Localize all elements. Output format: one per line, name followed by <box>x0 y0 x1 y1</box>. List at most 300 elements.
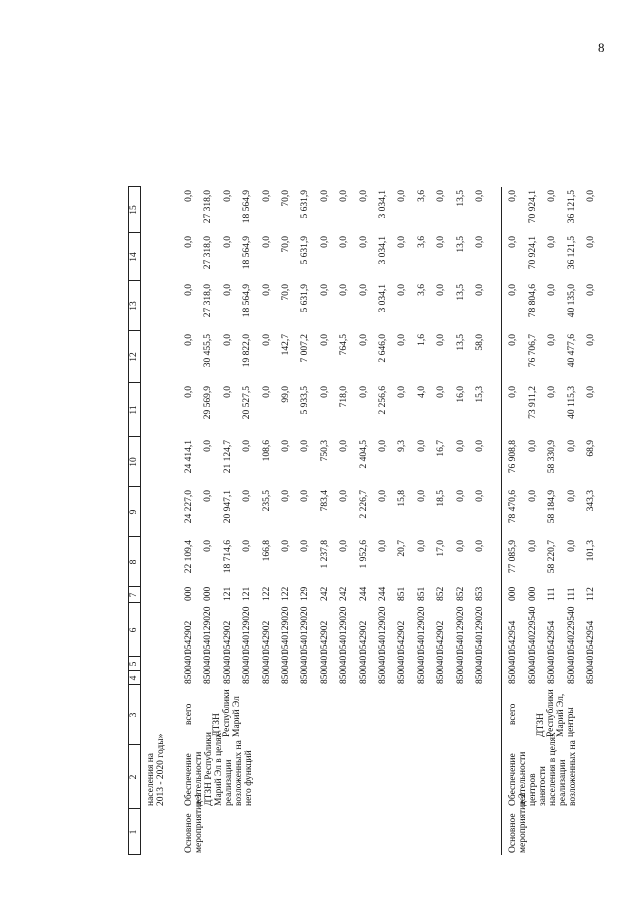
amount-cell: 0,0 <box>339 490 350 502</box>
amount-cell: 3 034,1 <box>378 236 388 265</box>
amount-cell: 0,0 <box>261 386 272 398</box>
amount-cell: 0,0 <box>281 440 291 452</box>
amount-cell: 108,6 <box>261 440 272 462</box>
amount-cell: 0,0 <box>319 236 330 248</box>
activity-description: возложенных на <box>568 740 579 806</box>
amount-cell: 58 330,9 <box>547 440 558 474</box>
amount-cell: 718,0 <box>339 386 350 408</box>
amount-cell: 21 124,7 <box>222 440 233 474</box>
amount-cell: 0,0 <box>222 236 233 248</box>
amount-cell: 0,0 <box>261 284 272 296</box>
budget-table <box>128 55 628 855</box>
amount-cell: 0,0 <box>397 284 408 296</box>
section-code: 0401 <box>416 651 427 670</box>
amount-cell: 3,6 <box>416 190 427 202</box>
target-article-code: 0542902 <box>397 620 408 654</box>
amount-cell: 0,0 <box>475 440 485 452</box>
amount-cell: 0,0 <box>222 190 233 202</box>
amount-cell: 13,5 <box>455 334 466 351</box>
continued-text: 2013 - 2020 годы» <box>156 733 166 806</box>
activity-description: Обеспечение <box>184 753 194 806</box>
target-article-code: 0540129020 <box>416 606 427 654</box>
activity-number: мероприятие 1 <box>194 793 204 853</box>
amount-cell: 0,0 <box>184 236 194 248</box>
column-number: 3 <box>129 712 139 718</box>
activity-description: реализации <box>558 759 569 806</box>
amount-cell: 70 924,1 <box>527 236 538 270</box>
target-article-code: 0542954 <box>547 620 558 654</box>
amount-cell: 36 121,5 <box>566 190 577 224</box>
amount-cell: 0,0 <box>203 540 214 552</box>
executor-name: Республики <box>546 689 557 737</box>
amount-cell: 0,0 <box>203 440 214 452</box>
amount-cell: 73 911,2 <box>527 386 538 419</box>
target-article-code: 0540129020 <box>281 606 291 654</box>
section-code: 0401 <box>508 651 519 670</box>
amount-cell: 3,6 <box>416 236 427 248</box>
amount-cell: 0,0 <box>527 440 538 452</box>
expense-type-code: 851 <box>416 586 427 601</box>
amount-cell: 0,0 <box>436 386 447 398</box>
amount-cell: 0,0 <box>358 386 369 398</box>
amount-cell: 20,7 <box>397 540 408 557</box>
expense-type-code: 129 <box>300 586 311 601</box>
executor-name: Марий Эл <box>232 696 242 737</box>
amount-cell: 3 034,1 <box>378 190 388 219</box>
amount-cell: 78 470,6 <box>508 490 519 524</box>
expense-type-code: 111 <box>547 587 558 601</box>
grbs-code: 850 <box>586 669 596 684</box>
amount-cell: 0,0 <box>358 334 369 346</box>
executor-name: Марий Эл, <box>556 693 567 737</box>
amount-cell: 40 477,6 <box>566 334 577 368</box>
amount-cell: 0,0 <box>319 386 330 398</box>
expense-type-code: 852 <box>436 586 447 601</box>
grbs-code: 850 <box>436 669 447 684</box>
amount-cell: 0,0 <box>416 440 427 452</box>
activity-description: реализации <box>224 759 234 806</box>
amount-cell: 0,0 <box>319 334 330 346</box>
amount-cell: 0,0 <box>397 386 408 398</box>
column-number: 9 <box>129 509 139 515</box>
amount-cell: 18 564,9 <box>242 190 253 224</box>
amount-cell: 9,3 <box>397 440 408 452</box>
amount-cell: 78 804,6 <box>527 284 538 318</box>
amount-cell: 70,0 <box>281 190 291 207</box>
amount-cell: 70,0 <box>281 284 291 301</box>
target-article-code: 0540229540 <box>527 606 538 654</box>
amount-cell: 0,0 <box>184 284 194 296</box>
amount-cell: 0,0 <box>339 236 350 248</box>
amount-cell: 20 527,5 <box>242 386 253 420</box>
amount-cell: 58,0 <box>475 334 485 351</box>
amount-cell: 0,0 <box>455 490 466 502</box>
activity-number: Основное <box>508 813 519 853</box>
amount-cell: 5 933,5 <box>300 386 311 415</box>
grbs-code: 850 <box>319 669 330 684</box>
amount-cell: 0,0 <box>242 490 253 502</box>
grbs-code: 850 <box>300 669 311 684</box>
amount-cell: 0,0 <box>436 284 447 296</box>
amount-cell: 0,0 <box>475 284 485 296</box>
grbs-code: 850 <box>378 669 388 684</box>
amount-cell: 2 226,7 <box>358 490 369 519</box>
column-number: 1 <box>129 829 139 835</box>
amount-cell: 20 947,1 <box>222 490 233 524</box>
executor-total-label: всего <box>184 703 194 725</box>
amount-cell: 0,0 <box>566 490 577 502</box>
section-code: 0401 <box>436 651 447 670</box>
amount-cell: 0,0 <box>222 386 233 398</box>
amount-cell: 0,0 <box>475 490 485 502</box>
grbs-code: 850 <box>397 669 408 684</box>
target-article-code: 0542902 <box>319 620 330 654</box>
amount-cell: 0,0 <box>397 190 408 202</box>
amount-cell: 0,0 <box>508 334 519 346</box>
amount-cell: 58 220,7 <box>547 540 558 574</box>
expense-type-code: 122 <box>281 586 291 601</box>
grbs-code: 850 <box>527 669 538 684</box>
amount-cell: 0,0 <box>547 284 558 296</box>
section-code: 0401 <box>203 651 214 670</box>
amount-cell: 0,0 <box>242 440 253 452</box>
amount-cell: 0,0 <box>300 540 311 552</box>
grbs-code: 850 <box>547 669 558 684</box>
expense-type-code: 000 <box>184 586 194 601</box>
amount-cell: 0,0 <box>319 190 330 202</box>
expense-type-code: 000 <box>527 586 538 601</box>
target-article-code: 0540129020 <box>475 606 485 654</box>
amount-cell: 70 924,1 <box>527 190 538 224</box>
section-code: 0401 <box>222 651 233 670</box>
amount-cell: 15,8 <box>397 490 408 507</box>
amount-cell: 0,0 <box>475 540 485 552</box>
column-number: 7 <box>129 592 139 598</box>
amount-cell: 0,0 <box>300 440 311 452</box>
target-article-code: 0540229540 <box>566 606 577 654</box>
page-number: 8 <box>598 40 605 55</box>
activity-description: центров <box>528 773 539 806</box>
activity-description: ДТЗН Республики <box>204 732 214 806</box>
grbs-code: 850 <box>475 669 485 684</box>
amount-cell: 0,0 <box>455 440 466 452</box>
amount-cell: 2 646,0 <box>378 334 388 363</box>
grbs-code: 850 <box>339 669 350 684</box>
column-number: 14 <box>129 252 139 262</box>
amount-cell: 0,0 <box>508 386 519 398</box>
executor-name: Республики <box>222 689 232 737</box>
section-code: 0401 <box>566 651 577 670</box>
section-code: 0401 <box>475 651 485 670</box>
amount-cell: 0,0 <box>547 334 558 346</box>
amount-cell: 0,0 <box>281 490 291 502</box>
expense-type-code: 122 <box>261 586 272 601</box>
amount-cell: 0,0 <box>527 490 538 502</box>
amount-cell: 18 564,9 <box>242 284 253 318</box>
section-code: 0401 <box>455 651 466 670</box>
amount-cell: 0,0 <box>436 190 447 202</box>
expense-type-code: 853 <box>475 586 485 601</box>
column-number: 15 <box>129 205 139 215</box>
amount-cell: 0,0 <box>566 540 577 552</box>
amount-cell: 22 109,4 <box>184 540 194 574</box>
amount-cell: 0,0 <box>358 236 369 248</box>
activity-description: деятельности <box>518 751 529 806</box>
amount-cell: 0,0 <box>261 236 272 248</box>
amount-cell: 0,0 <box>184 334 194 346</box>
target-article-code: 0540129020 <box>242 606 253 654</box>
amount-cell: 0,0 <box>508 284 519 296</box>
target-article-code: 0540129020 <box>378 606 388 654</box>
amount-cell: 0,0 <box>203 490 214 502</box>
amount-cell: 0,0 <box>566 440 577 452</box>
activity-description: Марий Эл в целях <box>214 732 224 806</box>
activity-description: возложенных на <box>234 740 244 806</box>
target-article-code: 0542902 <box>184 620 194 654</box>
amount-cell: 15,3 <box>475 386 485 403</box>
amount-cell: 68,9 <box>586 440 596 457</box>
amount-cell: 1 952,6 <box>358 540 369 569</box>
executor-name: ДТЗН <box>536 713 547 737</box>
expense-type-code: 852 <box>455 586 466 601</box>
amount-cell: 27 318,0 <box>203 284 214 318</box>
amount-cell: 7 007,2 <box>300 334 311 363</box>
amount-cell: 70,0 <box>281 236 291 253</box>
column-number: 10 <box>129 457 139 467</box>
target-article-code: 0540129020 <box>203 606 214 654</box>
amount-cell: 0,0 <box>436 236 447 248</box>
amount-cell: 0,0 <box>475 190 485 202</box>
section-code: 0401 <box>184 651 194 670</box>
amount-cell: 0,0 <box>455 540 466 552</box>
amount-cell: 5 631,9 <box>300 284 311 313</box>
column-number: 11 <box>129 405 139 415</box>
column-number: 12 <box>129 352 139 362</box>
amount-cell: 76 908,8 <box>508 440 519 474</box>
section-code: 0401 <box>339 651 350 670</box>
section-code: 0401 <box>319 651 330 670</box>
amount-cell: 1,6 <box>416 334 427 346</box>
target-article-code: 0540129020 <box>339 606 350 654</box>
expense-type-code: 242 <box>339 586 350 601</box>
amount-cell: 4,0 <box>416 386 427 398</box>
column-number: 6 <box>129 627 139 633</box>
target-article-code: 0542954 <box>508 620 519 654</box>
amount-cell: 0,0 <box>222 284 233 296</box>
activity-number: мероприятие 2 <box>518 793 529 853</box>
target-article-code: 0542902 <box>358 620 369 654</box>
amount-cell: 16,7 <box>436 440 447 457</box>
amount-cell: 29 569,9 <box>203 386 214 420</box>
amount-cell: 36 121,5 <box>566 236 577 270</box>
continued-text: населения на <box>146 752 156 806</box>
expense-type-code: 851 <box>397 586 408 601</box>
amount-cell: 0,0 <box>261 190 272 202</box>
executor-name: ДТЗН <box>212 713 222 737</box>
amount-cell: 2 256,6 <box>378 386 388 415</box>
expense-type-code: 121 <box>242 586 253 601</box>
amount-cell: 166,8 <box>261 540 272 562</box>
amount-cell: 27 318,0 <box>203 190 214 224</box>
amount-cell: 0,0 <box>586 334 596 346</box>
amount-cell: 0,0 <box>339 440 350 452</box>
amount-cell: 3,6 <box>416 284 427 296</box>
section-code: 0401 <box>378 651 388 670</box>
amount-cell: 5 631,9 <box>300 190 311 219</box>
section-code: 0401 <box>300 651 311 670</box>
amount-cell: 750,3 <box>319 440 330 462</box>
amount-cell: 27 318,0 <box>203 236 214 270</box>
amount-cell: 13,5 <box>455 284 466 301</box>
activity-description: Обеспечение <box>508 753 519 806</box>
amount-cell: 0,0 <box>339 540 350 552</box>
expense-type-code: 111 <box>566 587 577 601</box>
grbs-code: 850 <box>455 669 466 684</box>
amount-cell: 764,5 <box>339 334 350 356</box>
header-bottom-rule <box>140 187 141 855</box>
amount-cell: 0,0 <box>416 490 427 502</box>
amount-cell: 343,3 <box>586 490 596 512</box>
amount-cell: 0,0 <box>547 386 558 398</box>
expense-type-code: 121 <box>222 586 233 601</box>
target-article-code: 0542954 <box>586 620 596 654</box>
expense-type-code: 000 <box>508 586 519 601</box>
amount-cell: 30 455,5 <box>203 334 214 368</box>
section-code: 0401 <box>242 651 253 670</box>
grbs-code: 850 <box>508 669 519 684</box>
amount-cell: 77 085,9 <box>508 540 519 574</box>
amount-cell: 0,0 <box>281 540 291 552</box>
amount-cell: 0,0 <box>397 236 408 248</box>
amount-cell: 0,0 <box>184 190 194 202</box>
expense-type-code: 242 <box>319 586 330 601</box>
column-number: 2 <box>129 774 139 780</box>
activity-description: деятельности <box>194 751 204 806</box>
amount-cell: 0,0 <box>358 190 369 202</box>
amount-cell: 19 822,0 <box>242 334 253 368</box>
amount-cell: 13,5 <box>455 190 466 207</box>
amount-cell: 0,0 <box>339 284 350 296</box>
target-article-code: 0540129020 <box>300 606 311 654</box>
amount-cell: 3 034,1 <box>378 284 388 313</box>
section-code: 0401 <box>397 651 408 670</box>
grbs-code: 850 <box>358 669 369 684</box>
expense-type-code: 244 <box>378 586 388 601</box>
amount-cell: 18 714,6 <box>222 540 233 574</box>
grbs-code: 850 <box>184 669 194 684</box>
expense-type-code: 000 <box>203 586 214 601</box>
activity-description: занятости <box>538 766 549 806</box>
target-article-code: 0542902 <box>436 620 447 654</box>
amount-cell: 0,0 <box>547 236 558 248</box>
amount-cell: 40 135,0 <box>566 284 577 318</box>
column-number: 4 <box>129 675 139 681</box>
section-code: 0401 <box>547 651 558 670</box>
section-code: 0401 <box>358 651 369 670</box>
amount-cell: 101,3 <box>586 540 596 562</box>
expense-type-code: 112 <box>586 587 596 601</box>
grbs-code: 850 <box>203 669 214 684</box>
amount-cell: 0,0 <box>184 386 194 398</box>
section-code: 0401 <box>586 651 596 670</box>
expense-type-code: 244 <box>358 586 369 601</box>
amount-cell: 142,7 <box>281 334 291 356</box>
grbs-code: 850 <box>222 669 233 684</box>
section-code: 0401 <box>261 651 272 670</box>
amount-cell: 13,5 <box>455 236 466 253</box>
executor-name: центры <box>566 707 577 737</box>
target-article-code: 0540129020 <box>455 606 466 654</box>
grbs-code: 850 <box>242 669 253 684</box>
column-number: 13 <box>129 301 139 311</box>
section-code: 0401 <box>527 651 538 670</box>
amount-cell: 5 631,9 <box>300 236 311 265</box>
amount-cell: 0,0 <box>378 540 388 552</box>
amount-cell: 0,0 <box>586 190 596 202</box>
grbs-code: 850 <box>261 669 272 684</box>
section-divider <box>501 187 502 855</box>
activity-number: Основное <box>184 813 194 853</box>
amount-cell: 0,0 <box>319 284 330 296</box>
amount-cell: 18 564,9 <box>242 236 253 270</box>
amount-cell: 0,0 <box>586 284 596 296</box>
amount-cell: 0,0 <box>508 236 519 248</box>
amount-cell: 58 184,9 <box>547 490 558 524</box>
activity-description: него функций <box>244 750 254 806</box>
amount-cell: 24 227,0 <box>184 490 194 524</box>
amount-cell: 0,0 <box>378 440 388 452</box>
amount-cell: 99,0 <box>281 386 291 403</box>
grbs-code: 850 <box>566 669 577 684</box>
amount-cell: 40 115,3 <box>566 386 577 419</box>
grbs-code: 850 <box>281 669 291 684</box>
amount-cell: 0,0 <box>586 386 596 398</box>
amount-cell: 0,0 <box>527 540 538 552</box>
amount-cell: 0,0 <box>222 334 233 346</box>
amount-cell: 0,0 <box>436 334 447 346</box>
amount-cell: 17,0 <box>436 540 447 557</box>
executor-total-label: всего <box>508 703 519 725</box>
amount-cell: 16,0 <box>455 386 466 403</box>
amount-cell: 0,0 <box>261 334 272 346</box>
amount-cell: 0,0 <box>475 236 485 248</box>
amount-cell: 0,0 <box>397 334 408 346</box>
amount-cell: 0,0 <box>358 284 369 296</box>
amount-cell: 0,0 <box>547 190 558 202</box>
amount-cell: 18,5 <box>436 490 447 507</box>
amount-cell: 2 404,5 <box>358 440 369 469</box>
amount-cell: 24 414,1 <box>184 440 194 474</box>
target-article-code: 0542902 <box>222 620 233 654</box>
amount-cell: 0,0 <box>339 190 350 202</box>
amount-cell: 0,0 <box>586 236 596 248</box>
grbs-code: 850 <box>416 669 427 684</box>
amount-cell: 235,5 <box>261 490 272 512</box>
amount-cell: 783,4 <box>319 490 330 512</box>
target-article-code: 0542902 <box>261 620 272 654</box>
amount-cell: 0,0 <box>242 540 253 552</box>
column-number: 5 <box>129 661 139 667</box>
amount-cell: 1 237,8 <box>319 540 330 569</box>
column-number: 8 <box>129 559 139 565</box>
amount-cell: 0,0 <box>378 490 388 502</box>
activity-description: населения в целях <box>548 732 559 806</box>
amount-cell: 76 706,7 <box>527 334 538 368</box>
section-code: 0401 <box>281 651 291 670</box>
amount-cell: 0,0 <box>508 190 519 202</box>
amount-cell: 0,0 <box>416 540 427 552</box>
amount-cell: 0,0 <box>300 490 311 502</box>
